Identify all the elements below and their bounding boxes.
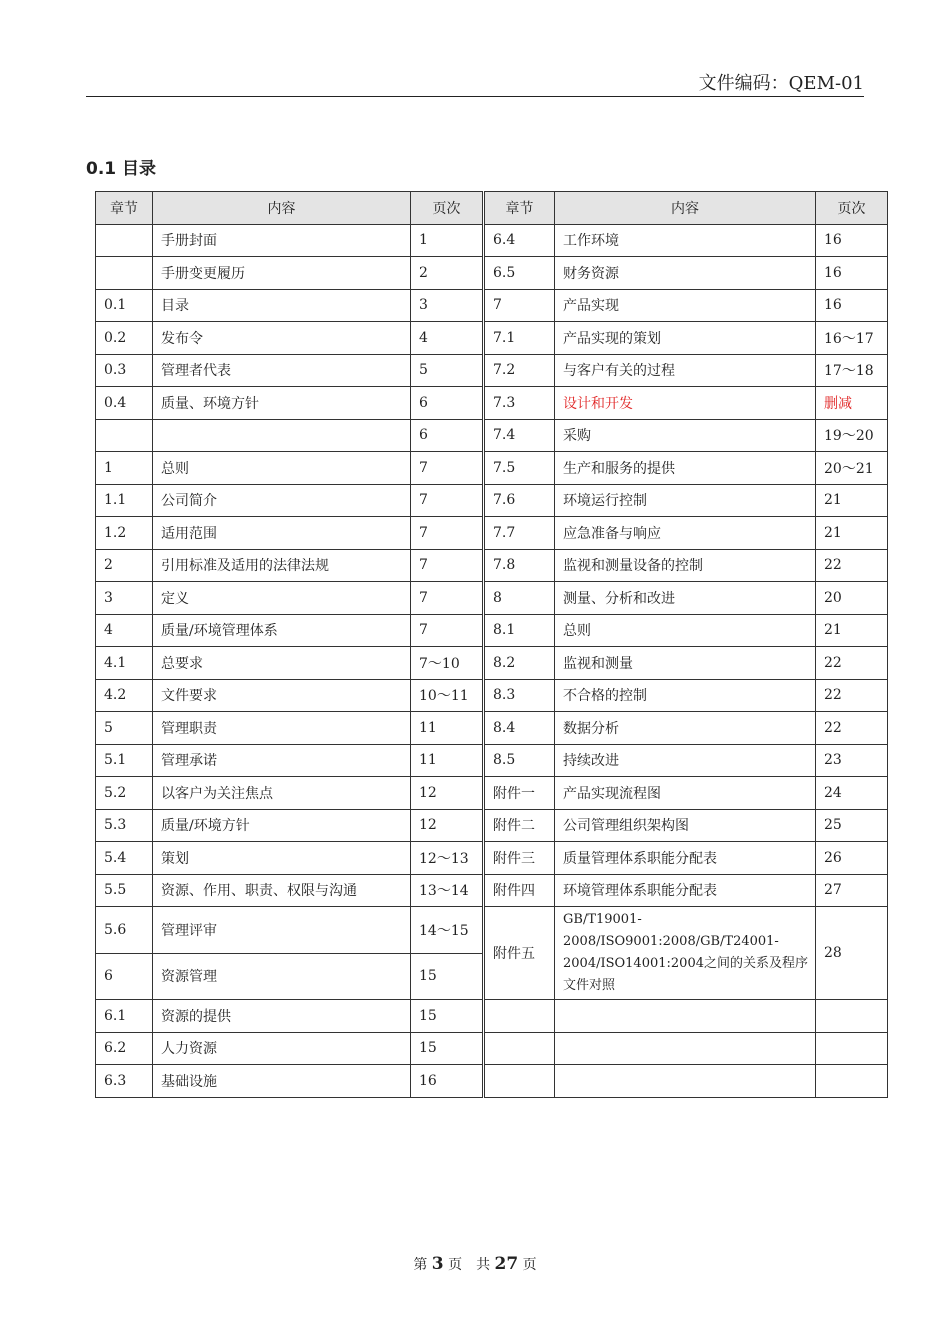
right-toc-content: 产品实现流程图	[555, 777, 816, 810]
toc-row	[96, 744, 888, 777]
right-toc-chapter: 附件二	[484, 809, 555, 842]
toc-row	[96, 1032, 888, 1065]
left-toc-content: 资源的提供	[153, 1000, 411, 1033]
left-toc-content: 基础设施	[153, 1065, 411, 1098]
right-toc-page: 17～18	[816, 354, 888, 387]
right-toc-chapter: 附件一	[484, 777, 555, 810]
header-page: 页次	[411, 192, 484, 225]
right-toc-chapter: 7.5	[484, 452, 555, 485]
right-toc-chapter: 附件三	[484, 842, 555, 875]
toc-row	[96, 452, 888, 485]
right-toc-page: 26	[816, 842, 888, 875]
right-toc-content: 设计和开发	[555, 387, 816, 420]
current-page-number: 3	[431, 1254, 444, 1274]
left-toc-content	[153, 419, 411, 452]
right-toc-page: 22	[816, 712, 888, 745]
left-toc-content: 策划	[153, 842, 411, 875]
right-toc-page: 16	[816, 224, 888, 257]
right-toc-chapter: 7.1	[484, 322, 555, 355]
right-toc-page: 21	[816, 484, 888, 517]
left-toc-chapter: 0.3	[96, 354, 153, 387]
left-toc-page: 6	[411, 419, 484, 452]
section-title: 0.1 目录	[86, 159, 157, 179]
left-toc-page: 15	[411, 953, 484, 1000]
right-toc-page: 20～21	[816, 452, 888, 485]
right-toc-chapter: 7.7	[484, 517, 555, 550]
right-toc-content: 测量、分析和改进	[555, 582, 816, 615]
left-toc-page: 5	[411, 354, 484, 387]
toc-row	[96, 809, 888, 842]
left-toc-chapter: 4.2	[96, 679, 153, 712]
right-toc-page: 25	[816, 809, 888, 842]
right-toc-page: 27	[816, 874, 888, 907]
left-toc-chapter	[96, 419, 153, 452]
left-toc-content: 文件要求	[153, 679, 411, 712]
right-toc-chapter	[484, 1032, 555, 1065]
right-toc-chapter: 8.2	[484, 647, 555, 680]
right-toc-content: 财务资源	[555, 257, 816, 290]
right-toc-page: 19～20	[816, 419, 888, 452]
left-toc-page: 7	[411, 582, 484, 615]
left-toc-page: 16	[411, 1065, 484, 1098]
right-toc-page: 22	[816, 647, 888, 680]
right-toc-content: 与客户有关的过程	[555, 354, 816, 387]
left-toc-page: 3	[411, 289, 484, 322]
left-toc-content: 以客户为关注焦点	[153, 777, 411, 810]
right-toc-content: 产品实现的策划	[555, 322, 816, 355]
document-code-header: 文件编码：QEM-01	[86, 72, 864, 97]
left-toc-page: 1	[411, 224, 484, 257]
toc-row	[96, 907, 888, 954]
right-toc-content: 采购	[555, 419, 816, 452]
left-toc-chapter: 5.4	[96, 842, 153, 875]
right-toc-page: 16	[816, 289, 888, 322]
left-toc-chapter: 2	[96, 549, 153, 582]
right-toc-content: 应急准备与响应	[555, 517, 816, 550]
left-toc-content: 总则	[153, 452, 411, 485]
right-toc-content: 质量管理体系职能分配表	[555, 842, 816, 875]
toc-row	[96, 419, 888, 452]
right-toc-chapter: 8.3	[484, 679, 555, 712]
left-toc-page: 15	[411, 1000, 484, 1033]
left-toc-chapter: 5.3	[96, 809, 153, 842]
left-toc-chapter: 4.1	[96, 647, 153, 680]
right-toc-chapter: 8.4	[484, 712, 555, 745]
footer-mid: 页 共	[448, 1257, 491, 1273]
right-toc-chapter: 8.1	[484, 614, 555, 647]
left-toc-page: 12～13	[411, 842, 484, 875]
left-toc-chapter: 0.4	[96, 387, 153, 420]
footer-prefix: 第	[413, 1257, 428, 1273]
left-toc-content: 定义	[153, 582, 411, 615]
toc-row	[96, 354, 888, 387]
left-toc-chapter: 6.1	[96, 1000, 153, 1033]
left-toc-content: 管理评审	[153, 907, 411, 954]
toc-row	[96, 289, 888, 322]
right-toc-content: 监视和测量设备的控制	[555, 549, 816, 582]
right-toc-chapter: 7.2	[484, 354, 555, 387]
right-toc-content: 数据分析	[555, 712, 816, 745]
right-toc-chapter: 7	[484, 289, 555, 322]
header-content: 内容	[153, 192, 411, 225]
right-toc-page: 22	[816, 549, 888, 582]
left-toc-content: 发布令	[153, 322, 411, 355]
toc-row	[96, 777, 888, 810]
left-toc-chapter: 1.1	[96, 484, 153, 517]
left-toc-page: 7	[411, 614, 484, 647]
footer-suffix: 页	[522, 1257, 537, 1273]
right-toc-content	[555, 1065, 816, 1098]
right-toc-chapter: 7.8	[484, 549, 555, 582]
toc-row	[96, 1065, 888, 1098]
left-toc-page: 14～15	[411, 907, 484, 954]
left-toc-content: 手册变更履历	[153, 257, 411, 290]
left-toc-content: 适用范围	[153, 517, 411, 550]
left-toc-chapter: 6.3	[96, 1065, 153, 1098]
toc-row	[96, 842, 888, 875]
left-toc-page: 7	[411, 549, 484, 582]
left-toc-content: 资源管理	[153, 953, 411, 1000]
right-toc-content: 公司管理组织架构图	[555, 809, 816, 842]
left-toc-page: 6	[411, 387, 484, 420]
left-toc-chapter: 5.6	[96, 907, 153, 954]
toc-row	[96, 614, 888, 647]
right-toc-page	[816, 1000, 888, 1033]
right-toc-chapter: 6.5	[484, 257, 555, 290]
right-toc-content: 环境管理体系职能分配表	[555, 874, 816, 907]
right-toc-chapter: 7.4	[484, 419, 555, 452]
right-toc-page: 22	[816, 679, 888, 712]
left-toc-content: 目录	[153, 289, 411, 322]
toc-header-row	[96, 192, 888, 225]
left-toc-chapter	[96, 224, 153, 257]
total-page-count: 27	[494, 1254, 519, 1274]
toc-row	[96, 322, 888, 355]
right-toc-page: 16	[816, 257, 888, 290]
right-toc-content: 生产和服务的提供	[555, 452, 816, 485]
left-toc-content: 引用标准及适用的法律法规	[153, 549, 411, 582]
left-toc-page: 7	[411, 452, 484, 485]
left-toc-chapter: 3	[96, 582, 153, 615]
left-toc-page: 2	[411, 257, 484, 290]
toc-row	[96, 582, 888, 615]
right-toc-content: 环境运行控制	[555, 484, 816, 517]
right-toc-chapter: 7.6	[484, 484, 555, 517]
left-toc-chapter: 0.2	[96, 322, 153, 355]
toc-row	[96, 712, 888, 745]
left-toc-page: 13～14	[411, 874, 484, 907]
left-toc-page: 7～10	[411, 647, 484, 680]
left-toc-chapter: 1.2	[96, 517, 153, 550]
left-toc-page: 7	[411, 484, 484, 517]
left-toc-chapter	[96, 257, 153, 290]
right-toc-chapter: 6.4	[484, 224, 555, 257]
left-toc-page: 11	[411, 744, 484, 777]
toc-row	[96, 1000, 888, 1033]
right-toc-page: 28	[816, 907, 888, 1000]
left-toc-page: 15	[411, 1032, 484, 1065]
header-page: 页次	[816, 192, 888, 225]
right-toc-content: 持续改进	[555, 744, 816, 777]
left-toc-chapter: 1	[96, 452, 153, 485]
right-toc-content: 产品实现	[555, 289, 816, 322]
right-toc-page: 20	[816, 582, 888, 615]
right-toc-chapter	[484, 1000, 555, 1033]
toc-row	[96, 387, 888, 420]
left-toc-content: 质量/环境管理体系	[153, 614, 411, 647]
left-toc-page: 10～11	[411, 679, 484, 712]
left-toc-chapter: 5	[96, 712, 153, 745]
header-chapter: 章节	[96, 192, 153, 225]
right-toc-page: 23	[816, 744, 888, 777]
right-toc-chapter: 8	[484, 582, 555, 615]
toc-row	[96, 874, 888, 907]
left-toc-chapter: 6	[96, 953, 153, 1000]
left-toc-chapter: 5.5	[96, 874, 153, 907]
toc-table	[95, 191, 888, 1098]
toc-row	[96, 517, 888, 550]
right-toc-page: 24	[816, 777, 888, 810]
left-toc-content: 质量、环境方针	[153, 387, 411, 420]
right-toc-content	[555, 1000, 816, 1033]
toc-row	[96, 484, 888, 517]
left-toc-content: 公司简介	[153, 484, 411, 517]
toc-row	[96, 224, 888, 257]
left-toc-chapter: 6.2	[96, 1032, 153, 1065]
page-footer	[0, 1254, 950, 1274]
right-toc-chapter	[484, 1065, 555, 1098]
toc-row	[96, 549, 888, 582]
left-toc-page: 4	[411, 322, 484, 355]
right-toc-page	[816, 1032, 888, 1065]
toc-row	[96, 257, 888, 290]
right-toc-page: 21	[816, 614, 888, 647]
left-toc-chapter: 5.2	[96, 777, 153, 810]
right-toc-page	[816, 1065, 888, 1098]
left-toc-content: 人力资源	[153, 1032, 411, 1065]
left-toc-page: 11	[411, 712, 484, 745]
left-toc-chapter: 0.1	[96, 289, 153, 322]
left-toc-content: 手册封面	[153, 224, 411, 257]
right-toc-page: 21	[816, 517, 888, 550]
left-toc-content: 资源、作用、职责、权限与沟通	[153, 874, 411, 907]
left-toc-page: 7	[411, 517, 484, 550]
right-toc-content: 监视和测量	[555, 647, 816, 680]
right-toc-chapter: 附件四	[484, 874, 555, 907]
right-toc-content: 不合格的控制	[555, 679, 816, 712]
right-toc-content	[555, 1032, 816, 1065]
right-toc-content: 工作环境	[555, 224, 816, 257]
header-chapter: 章节	[484, 192, 555, 225]
right-toc-chapter: 附件五	[484, 907, 555, 1000]
left-toc-content: 管理者代表	[153, 354, 411, 387]
left-toc-content: 管理职责	[153, 712, 411, 745]
left-toc-content: 总要求	[153, 647, 411, 680]
right-toc-chapter: 8.5	[484, 744, 555, 777]
left-toc-chapter: 4	[96, 614, 153, 647]
right-toc-content: 总则	[555, 614, 816, 647]
toc-row	[96, 679, 888, 712]
left-toc-chapter: 5.1	[96, 744, 153, 777]
right-toc-page: 16～17	[816, 322, 888, 355]
header-content: 内容	[555, 192, 816, 225]
right-toc-chapter: 7.3	[484, 387, 555, 420]
left-toc-page: 12	[411, 777, 484, 810]
left-toc-page: 12	[411, 809, 484, 842]
left-toc-content: 管理承诺	[153, 744, 411, 777]
left-toc-content: 质量/环境方针	[153, 809, 411, 842]
right-toc-page: 删减	[816, 387, 888, 420]
right-toc-content: GB/T19001-2008/ISO9001:2008/GB/T24001-2004/ISO14001:2004之间的关系及程序文件对照	[555, 907, 816, 1000]
toc-row	[96, 647, 888, 680]
